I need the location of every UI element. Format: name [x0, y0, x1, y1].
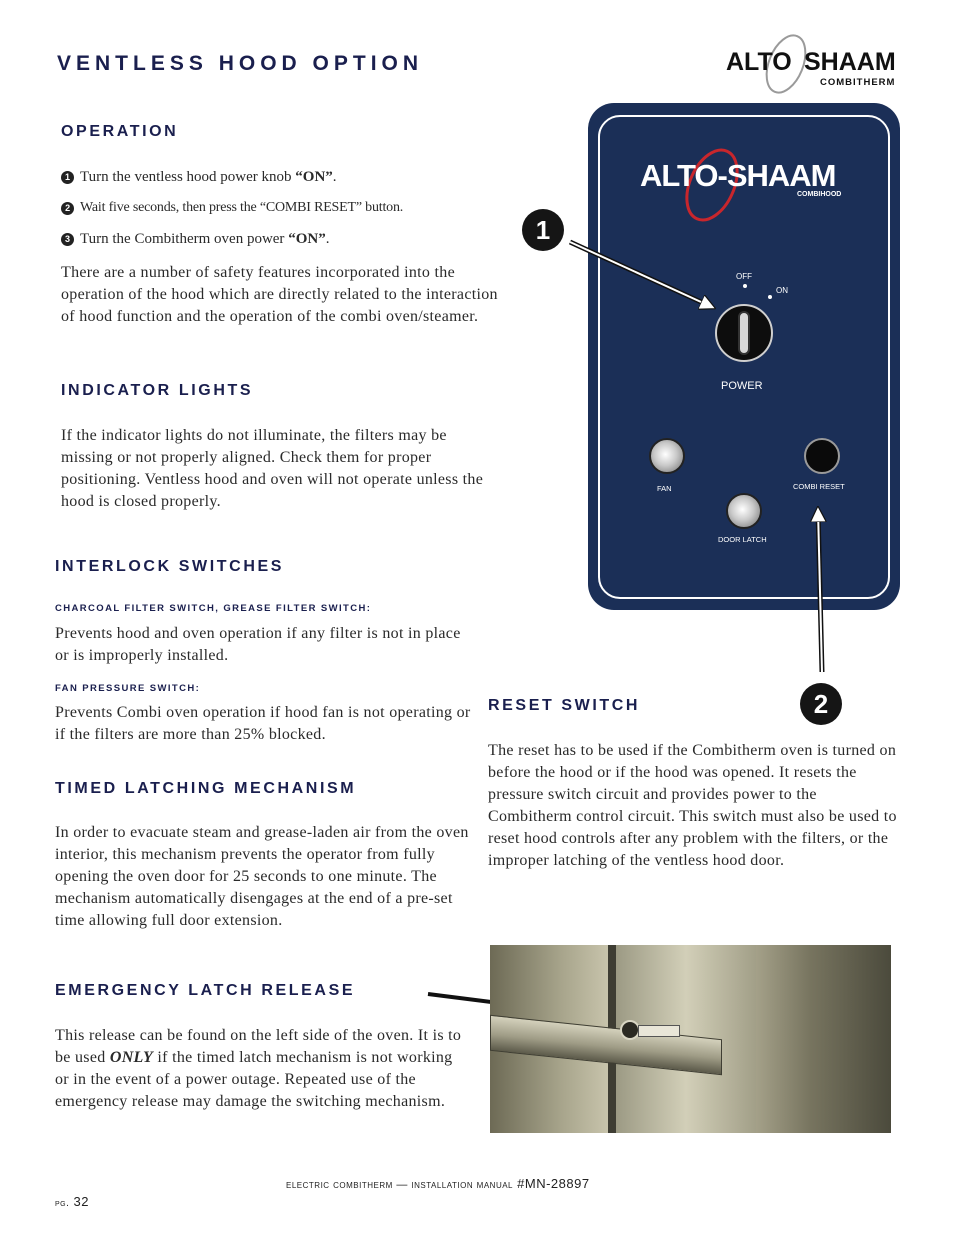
panel-logo-subtitle: COMBIHOOD [797, 191, 842, 198]
emergency-latch-paragraph: This release can be found on the left side of the oven. It is to be used ONLY if the timed latch mechanism is not working or in the event of a power outage. Repeated use of the emergency release may damage the switching mechanism. [55, 1027, 462, 1110]
fan-pressure-paragraph: Prevents Combi oven operation if hood fan is not operating or if the filters are more than 25% blocked. [55, 704, 471, 743]
indicator-lights-heading: INDICATOR LIGHTS [61, 382, 254, 399]
timed-latching-heading: TIMED LATCHING MECHANISM [55, 780, 357, 797]
footer-page-prefix: pg. [55, 1198, 70, 1209]
operation-heading: OPERATION [61, 123, 179, 140]
footer-page [55, 1194, 89, 1209]
operation-paragraph: There are a number of safety features incorporated into the operation of the hood which are directly related to the interaction of hood function and the operation of the combi oven/steamer. [61, 264, 498, 325]
footer-manual-title: electric combitherm — installation manual [286, 1179, 514, 1191]
footer-page-number: 32 [73, 1194, 89, 1209]
operation-step-2 [61, 200, 403, 216]
panel-logo-text: ALTO-SHAAM [640, 158, 836, 193]
power-knob[interactable] [715, 304, 773, 362]
fan-indicator-light [649, 438, 685, 474]
step-number-badge: 3 [61, 233, 74, 246]
page-title: VENTLESS HOOD OPTION [57, 52, 424, 75]
operation-step-3 [61, 231, 329, 248]
on-label: ON [776, 286, 788, 295]
interlock-switches-heading: INTERLOCK SWITCHES [55, 558, 285, 575]
footer-manual [286, 1176, 590, 1191]
operation-step-1 [61, 169, 337, 186]
callout-2-badge: 2 [800, 683, 842, 725]
combi-reset-label: COMBI RESET [793, 482, 845, 491]
charcoal-grease-filter-subheading: CHARCOAL FILTER SWITCH, GREASE FILTER SWITCH: [55, 603, 372, 614]
photo-latch-label [638, 1025, 680, 1037]
photo-latch-release-knob [620, 1020, 640, 1040]
step-text: Turn the ventless hood power knob “ON”. [80, 169, 337, 185]
door-latch-indicator-light [726, 493, 762, 529]
fan-pressure-subheading: FAN PRESSURE SWITCH: [55, 683, 201, 694]
reset-switch-paragraph: The reset has to be used if the Combitherm oven is turned on before the hood or if the hood was opened. It resets the pressure switch circuit and provides power to the Combitherm control circuit. This switch must also be used to reset hood controls after any problem with the filters, or the improper latching of the ventless hood door. [488, 742, 897, 869]
indicator-lights-paragraph: If the indicator lights do not illuminate, the filters may be missing or not properly aligned. Check them for proper positioning. Ventless hood and oven will not operate unless the hood is closed properly. [61, 427, 484, 510]
reset-switch-heading: RESET SWITCH [488, 697, 641, 714]
emergency-latch-heading: EMERGENCY LATCH RELEASE [55, 982, 356, 999]
logo-text-shaam: SHAAM [804, 48, 896, 76]
knob-pointer [738, 311, 750, 355]
combihood-control-panel [588, 103, 900, 610]
step-number-badge: 1 [61, 171, 74, 184]
combi-reset-button[interactable] [804, 438, 840, 474]
logo-subtitle: COMBITHERM [820, 77, 896, 88]
footer-manual-number: #MN-28897 [517, 1176, 590, 1191]
timed-latching-paragraph: In order to evacuate steam and grease-laden air from the oven interior, this mechanism prevents the operator from fully opening the oven door for 25 seconds to one minute. The mechanism automatically disengages at the end of a pre-set time allowing full door extension. [55, 824, 469, 929]
power-label: POWER [721, 380, 763, 392]
off-label: OFF [736, 272, 752, 281]
filter-switch-paragraph: Prevents hood and oven operation if any filter is not in place or is improperly installed. [55, 625, 461, 664]
step-text: Wait five seconds, then press the “COMBI RESET” button. [80, 200, 404, 215]
fan-label: FAN [657, 484, 672, 493]
oven-side-photo [490, 945, 891, 1133]
callout-1-badge: 1 [522, 209, 564, 251]
logo-text-alto: ALTO [726, 48, 792, 76]
step-text: Turn the Combitherm oven power “ON”. [80, 231, 330, 247]
step-number-badge: 2 [61, 202, 74, 215]
on-indicator-dot [768, 295, 772, 299]
off-indicator-dot [743, 284, 747, 288]
door-latch-label: DOOR LATCH [718, 535, 767, 544]
alto-shaam-logo [722, 32, 912, 102]
